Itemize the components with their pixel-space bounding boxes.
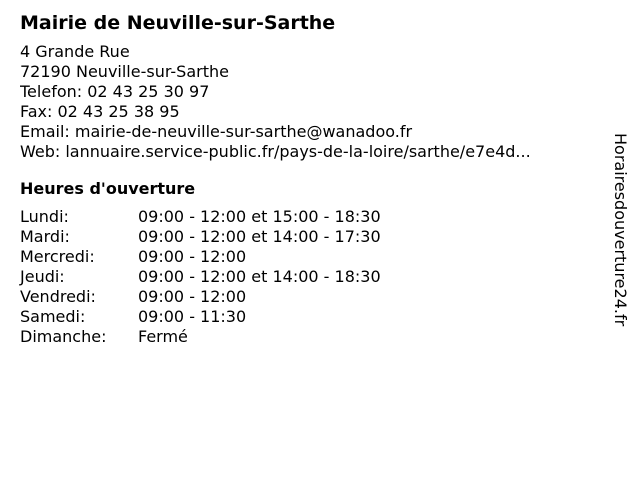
business-card bbox=[20, 10, 610, 347]
street-address: 4 Grande Rue bbox=[20, 42, 130, 61]
time-range: 09:00 - 12:00 et 14:00 - 17:30 bbox=[138, 227, 381, 246]
hours-row-tuesday bbox=[20, 227, 610, 247]
opening-hours-table bbox=[20, 207, 610, 347]
hours-row-monday bbox=[20, 207, 610, 227]
time-range: 09:00 - 12:00 et 14:00 - 18:30 bbox=[138, 267, 381, 286]
hours-row-thursday bbox=[20, 267, 610, 287]
time-range: 09:00 - 12:00 et 15:00 - 18:30 bbox=[138, 207, 381, 226]
page-title: Mairie de Neuville-sur-Sarthe bbox=[20, 12, 336, 34]
day-label: Mercredi: bbox=[20, 247, 95, 266]
day-label: Dimanche: bbox=[20, 327, 107, 346]
email-address: Email: mairie-de-neuville-sur-sarthe@wanadoo.fr bbox=[20, 122, 413, 141]
day-label: Vendredi: bbox=[20, 287, 96, 306]
time-range: 09:00 - 11:30 bbox=[138, 307, 247, 326]
fax-number: Fax: 02 43 25 38 95 bbox=[20, 102, 180, 121]
site-watermark: Horairesdouverture24.fr bbox=[611, 133, 630, 327]
hours-row-sunday bbox=[20, 327, 610, 347]
city-address: 72190 Neuville-sur-Sarthe bbox=[20, 62, 229, 81]
address-block bbox=[20, 42, 610, 162]
time-range: Fermé bbox=[138, 327, 188, 346]
phone-number: Telefon: 02 43 25 30 97 bbox=[20, 82, 210, 101]
hours-row-wednesday bbox=[20, 247, 610, 267]
web-address: Web: lannuaire.service-public.fr/pays-de-la-loire/sarthe/e7e4d... bbox=[20, 142, 531, 161]
day-label: Mardi: bbox=[20, 227, 70, 246]
day-label: Jeudi: bbox=[20, 267, 65, 286]
time-range: 09:00 - 12:00 bbox=[138, 247, 247, 266]
day-label: Samedi: bbox=[20, 307, 86, 326]
time-range: 09:00 - 12:00 bbox=[138, 287, 247, 306]
opening-hours-heading: Heures d'ouverture bbox=[20, 179, 196, 198]
hours-row-friday bbox=[20, 287, 610, 307]
hours-row-saturday bbox=[20, 307, 610, 327]
day-label: Lundi: bbox=[20, 207, 69, 226]
